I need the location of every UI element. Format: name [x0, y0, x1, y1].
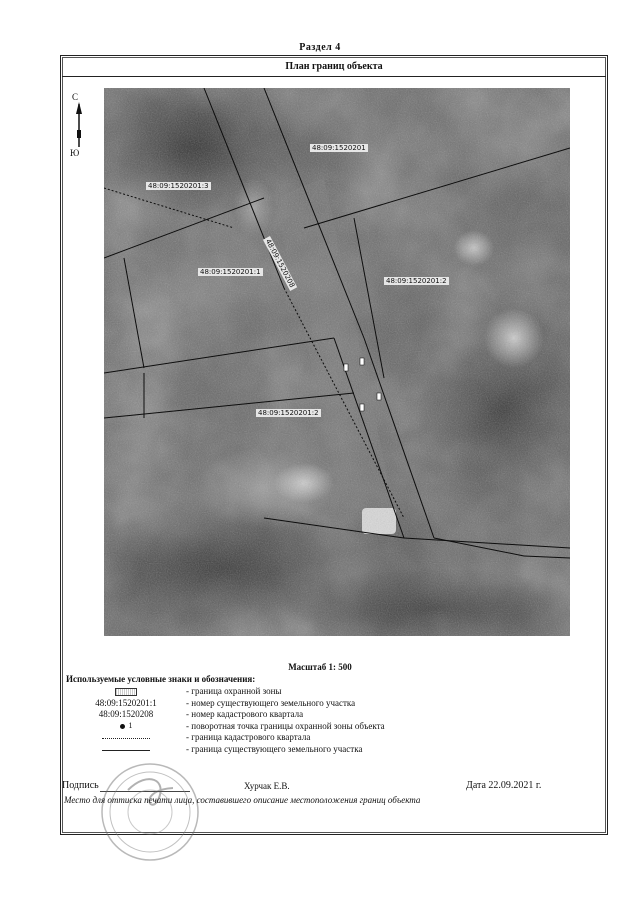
legend-item-text: - поворотная точка границы охранной зоны объекта [186, 720, 385, 731]
plan-title: План границ объекта [62, 58, 606, 77]
parcel-label: 48:09:1520201:2 [258, 409, 319, 417]
solid-line-icon [102, 750, 150, 751]
north-arrow-icon [70, 92, 86, 162]
legend-item-text: - граница существующего земельного участка [186, 743, 363, 754]
legend-symbol-text: 48:09:1520208 [98, 709, 154, 719]
legend-symbol-text: 1 [128, 720, 133, 730]
legend-item [66, 732, 586, 744]
aerial-photo [104, 88, 570, 636]
legend-item [66, 744, 586, 756]
legend-item-text: - граница охранной зоны [186, 686, 282, 696]
compass-south-label: Ю [70, 148, 80, 158]
parcel-label-rotated: 48:09:1520208 [263, 237, 297, 289]
compass-north-label: С [72, 92, 79, 102]
seal-stamp-icon [98, 760, 202, 864]
turning-point-dot-icon [120, 724, 125, 729]
map-scale: Масштаб 1: 500 [288, 662, 352, 672]
parcel-label: 48:09:1520201 [312, 144, 366, 152]
legend-symbol-text: 48:09:1520201:1 [95, 697, 157, 708]
legend-item [66, 698, 586, 710]
protection-zone-symbol-icon [115, 688, 137, 696]
signature-date: Дата 22.09.2021 г. [466, 780, 542, 791]
stamp-place-note: Место для оттиска печати лица, составившего описание местоположения границ объекта [64, 795, 421, 805]
legend-item [66, 686, 586, 698]
parcel-label: 48:09:1520201:3 [148, 182, 209, 190]
legend-item-text: - граница кадастрового квартала [186, 732, 311, 742]
legend-item [66, 709, 586, 721]
legend-item-text: - номер существующего земельного участка [186, 697, 356, 708]
dotted-line-icon [102, 738, 150, 739]
signature-label: Подпись [62, 780, 99, 791]
legend [66, 686, 586, 755]
legend-title: Используемые условные знаки и обозначения: [66, 674, 256, 684]
legend-item [66, 721, 586, 733]
signer-name: Хурчак Е.В. [244, 781, 290, 791]
parcel-label: 48:09:1520201:2 [386, 277, 447, 285]
section-title: Раздел 4 [299, 42, 341, 53]
parcel-label: 48:09:1520201:1 [200, 268, 261, 276]
legend-item-text: - номер кадастрового квартала [186, 709, 304, 719]
